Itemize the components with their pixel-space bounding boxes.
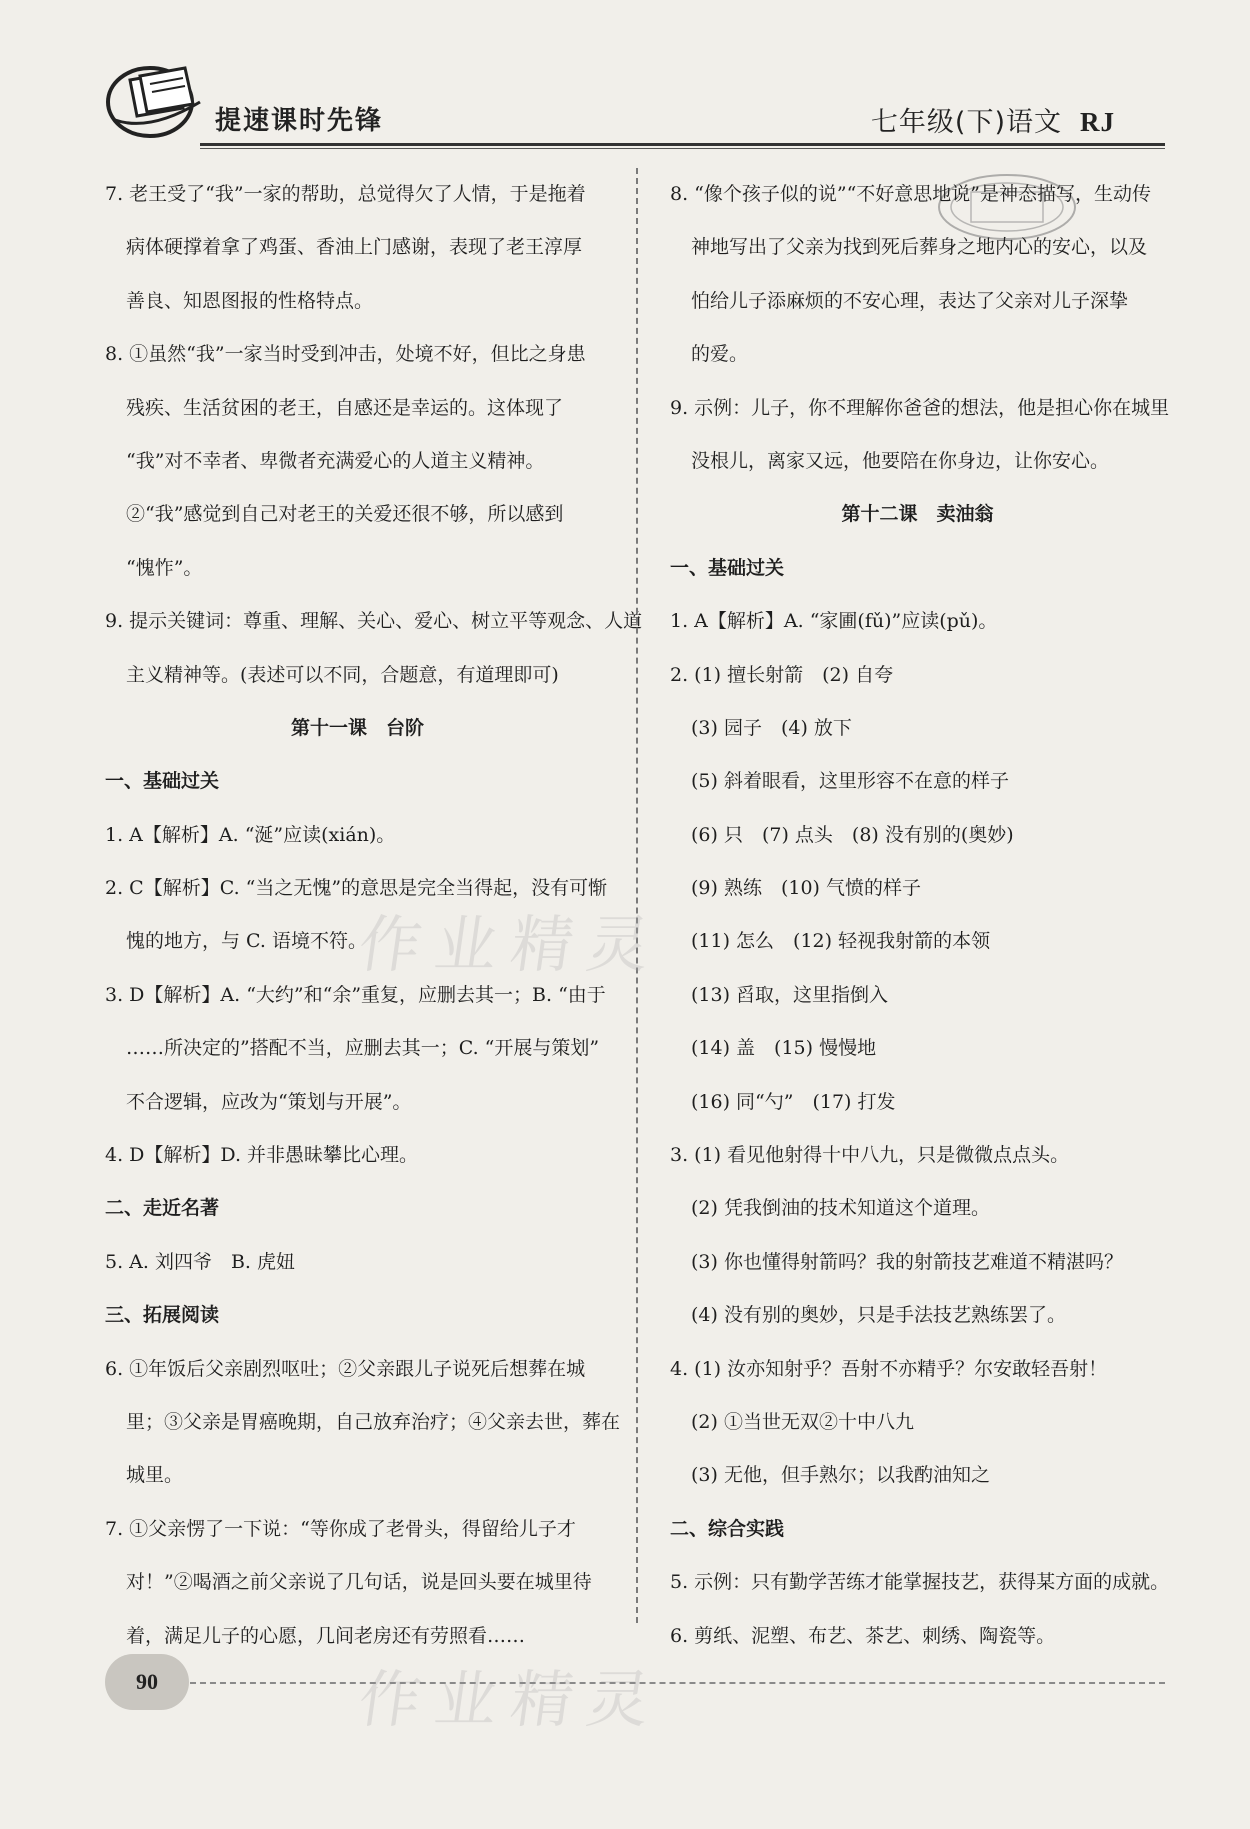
answer-line: 9. 提示关键词：尊重、理解、关心、爱心、树立平等观念、人道 (105, 610, 643, 633)
answer-line: (4) 没有别的奥妙，只是手法技艺熟练罢了。 (691, 1304, 1066, 1327)
header-rule-thin (200, 148, 1165, 149)
answer-line: 7. ①父亲愣了一下说：“等你成了老骨头，得留给儿子才 (105, 1517, 576, 1540)
answer-line: 2. C【解析】C. “当之无愧”的意思是完全当得起，没有可惭 (105, 877, 608, 900)
answer-line: 3. D【解析】A. “大约”和“余”重复，应删去其一；B. “由于 (105, 983, 606, 1006)
answer-line: (11) 怎么 (12) 轻视我射箭的本领 (691, 930, 991, 953)
page-header (105, 60, 1165, 160)
answer-line: (2) 凭我倒油的技术知道这个道理。 (691, 1197, 990, 1220)
answer-line: 1. A【解析】A. “家圃(fǔ)”应读(pǔ)。 (670, 610, 998, 633)
section-heading: 二、走近名著 (105, 1197, 220, 1220)
answer-line: (5) 斜着眼看，这里形容不在意的样子 (691, 770, 1009, 793)
answer-line: 残疾、生活贫困的老王，自感还是幸运的。这体现了 (126, 396, 564, 419)
answer-line: “愧怍”。 (126, 556, 203, 579)
answer-line: (3) 园子 (4) 放下 (691, 716, 852, 739)
answer-line: 6. 剪纸、泥塑、布艺、茶艺、刺绣、陶瓷等。 (670, 1624, 1056, 1647)
answer-line: (14) 盖 (15) 慢慢地 (691, 1037, 877, 1060)
edition-label: RJ (1080, 107, 1115, 137)
answer-line: (2) ①当世无双②十中八九 (691, 1410, 914, 1433)
page-number: 90 (105, 1654, 189, 1710)
answer-line: (13) 舀取，这里指倒入 (691, 983, 889, 1006)
answer-line: 不合逻辑，应改为“策划与开展”。 (126, 1090, 412, 1113)
lesson-heading: 第十二课 卖油翁 (841, 503, 994, 526)
watermark: 作业精灵 (354, 908, 669, 981)
answer-line: (3) 你也懂得射箭吗？我的射箭技艺难道不精湛吗？ (691, 1250, 1123, 1273)
lesson-heading: 第十一课 台阶 (290, 716, 424, 739)
answer-line: ……所决定的”搭配不当，应删去其一；C. “开展与策划” (126, 1037, 600, 1060)
answer-line: 5. A. 刘四爷 B. 虎妞 (105, 1250, 296, 1273)
section-heading: 一、基础过关 (105, 770, 220, 793)
answer-line: 的爱。 (691, 343, 749, 366)
answer-line: 怕给儿子添麻烦的不安心理，表达了父亲对儿子深挚 (691, 289, 1129, 312)
section-heading: 二、综合实践 (670, 1517, 785, 1540)
answer-line: 愧的地方，与 C. 语境不符。 (126, 930, 367, 953)
answer-line: 6. ①年饭后父亲剧烈呕吐；②父亲跟儿子说死后想葬在城 (105, 1357, 586, 1380)
answer-line: 4. (1) 汝亦知射乎？吾射不亦精乎？尔安敢轻吾射！ (670, 1357, 1108, 1380)
book-logo-icon (105, 60, 215, 140)
answer-line: 没根儿，离家又远，他要陪在你身边，让你安心。 (691, 449, 1110, 472)
answer-line: 8. “像个孩子似的说”“不好意思地说”是神态描写，生动传 (670, 183, 1152, 205)
answer-line: (6) 只 (7) 点头 (8) 没有别的(奥妙) (691, 823, 1014, 846)
grade-subject (871, 100, 1115, 139)
answer-line: 7. 老王受了“我”一家的帮助，总觉得欠了人情，于是拖着 (105, 183, 586, 205)
watermark: 作业精灵 (354, 1663, 669, 1736)
answer-line: 8. ①虽然“我”一家当时受到冲击，处境不好，但比之身患 (105, 343, 586, 366)
answer-line: 病体硬撑着拿了鸡蛋、香油上门感谢，表现了老王淳厚 (126, 236, 583, 259)
answer-line: 4. D【解析】D. 并非愚昧攀比心理。 (105, 1144, 419, 1167)
answer-line: 5. 示例：只有勤学苦练才能掌握技艺，获得某方面的成就。 (670, 1571, 1170, 1594)
answer-line: ②“我”感觉到自己对老王的关爱还很不够，所以感到 (126, 503, 564, 526)
answer-line: 1. A【解析】A. “涎”应读(xián)。 (105, 823, 396, 846)
section-heading: 三、拓展阅读 (105, 1304, 220, 1327)
answer-line: 9. 示例：儿子，你不理解你爸爸的想法，他是担心你在城里 (670, 396, 1170, 419)
right-answer-column (670, 168, 1170, 1663)
grade-label: 七年级(下)语文 (870, 107, 1062, 138)
answer-line: 着，满足儿子的心愿，几间老房还有劳照看…… (126, 1624, 526, 1647)
answer-line: 里；③父亲是胃癌晚期，自己放弃治疗；④父亲去世，葬在 (126, 1410, 621, 1433)
answer-line: “我”对不幸者、卑微者充满爱心的人道主义精神。 (126, 449, 545, 472)
answer-line: 城里。 (126, 1464, 184, 1487)
answer-line: (16) 同“勺” (17) 打发 (691, 1090, 896, 1113)
answer-line: 2. (1) 擅长射箭 (2) 自夸 (670, 663, 894, 686)
brand-title: 提速课时先锋 (215, 106, 384, 136)
answer-line: 主义精神等。(表述可以不同，合题意，有道理即可) (126, 663, 559, 686)
answer-line: (3) 无他，但手熟尔；以我酌油知之 (691, 1464, 990, 1487)
header-rule (200, 143, 1165, 146)
answer-line: 对！”②喝酒之前父亲说了几句话，说是回头要在城里待 (126, 1571, 592, 1594)
section-heading: 一、基础过关 (670, 556, 785, 579)
footer-rule (190, 1682, 1165, 1684)
answer-line: 善良、知恩图报的性格特点。 (126, 289, 374, 312)
answer-line: 3. (1) 看见他射得十中八九，只是微微点点头。 (670, 1144, 1070, 1167)
answer-line: (9) 熟练 (10) 气愤的样子 (691, 877, 921, 900)
answer-line: 神地写出了父亲为找到死后葬身之地内心的安心，以及 (691, 236, 1148, 259)
